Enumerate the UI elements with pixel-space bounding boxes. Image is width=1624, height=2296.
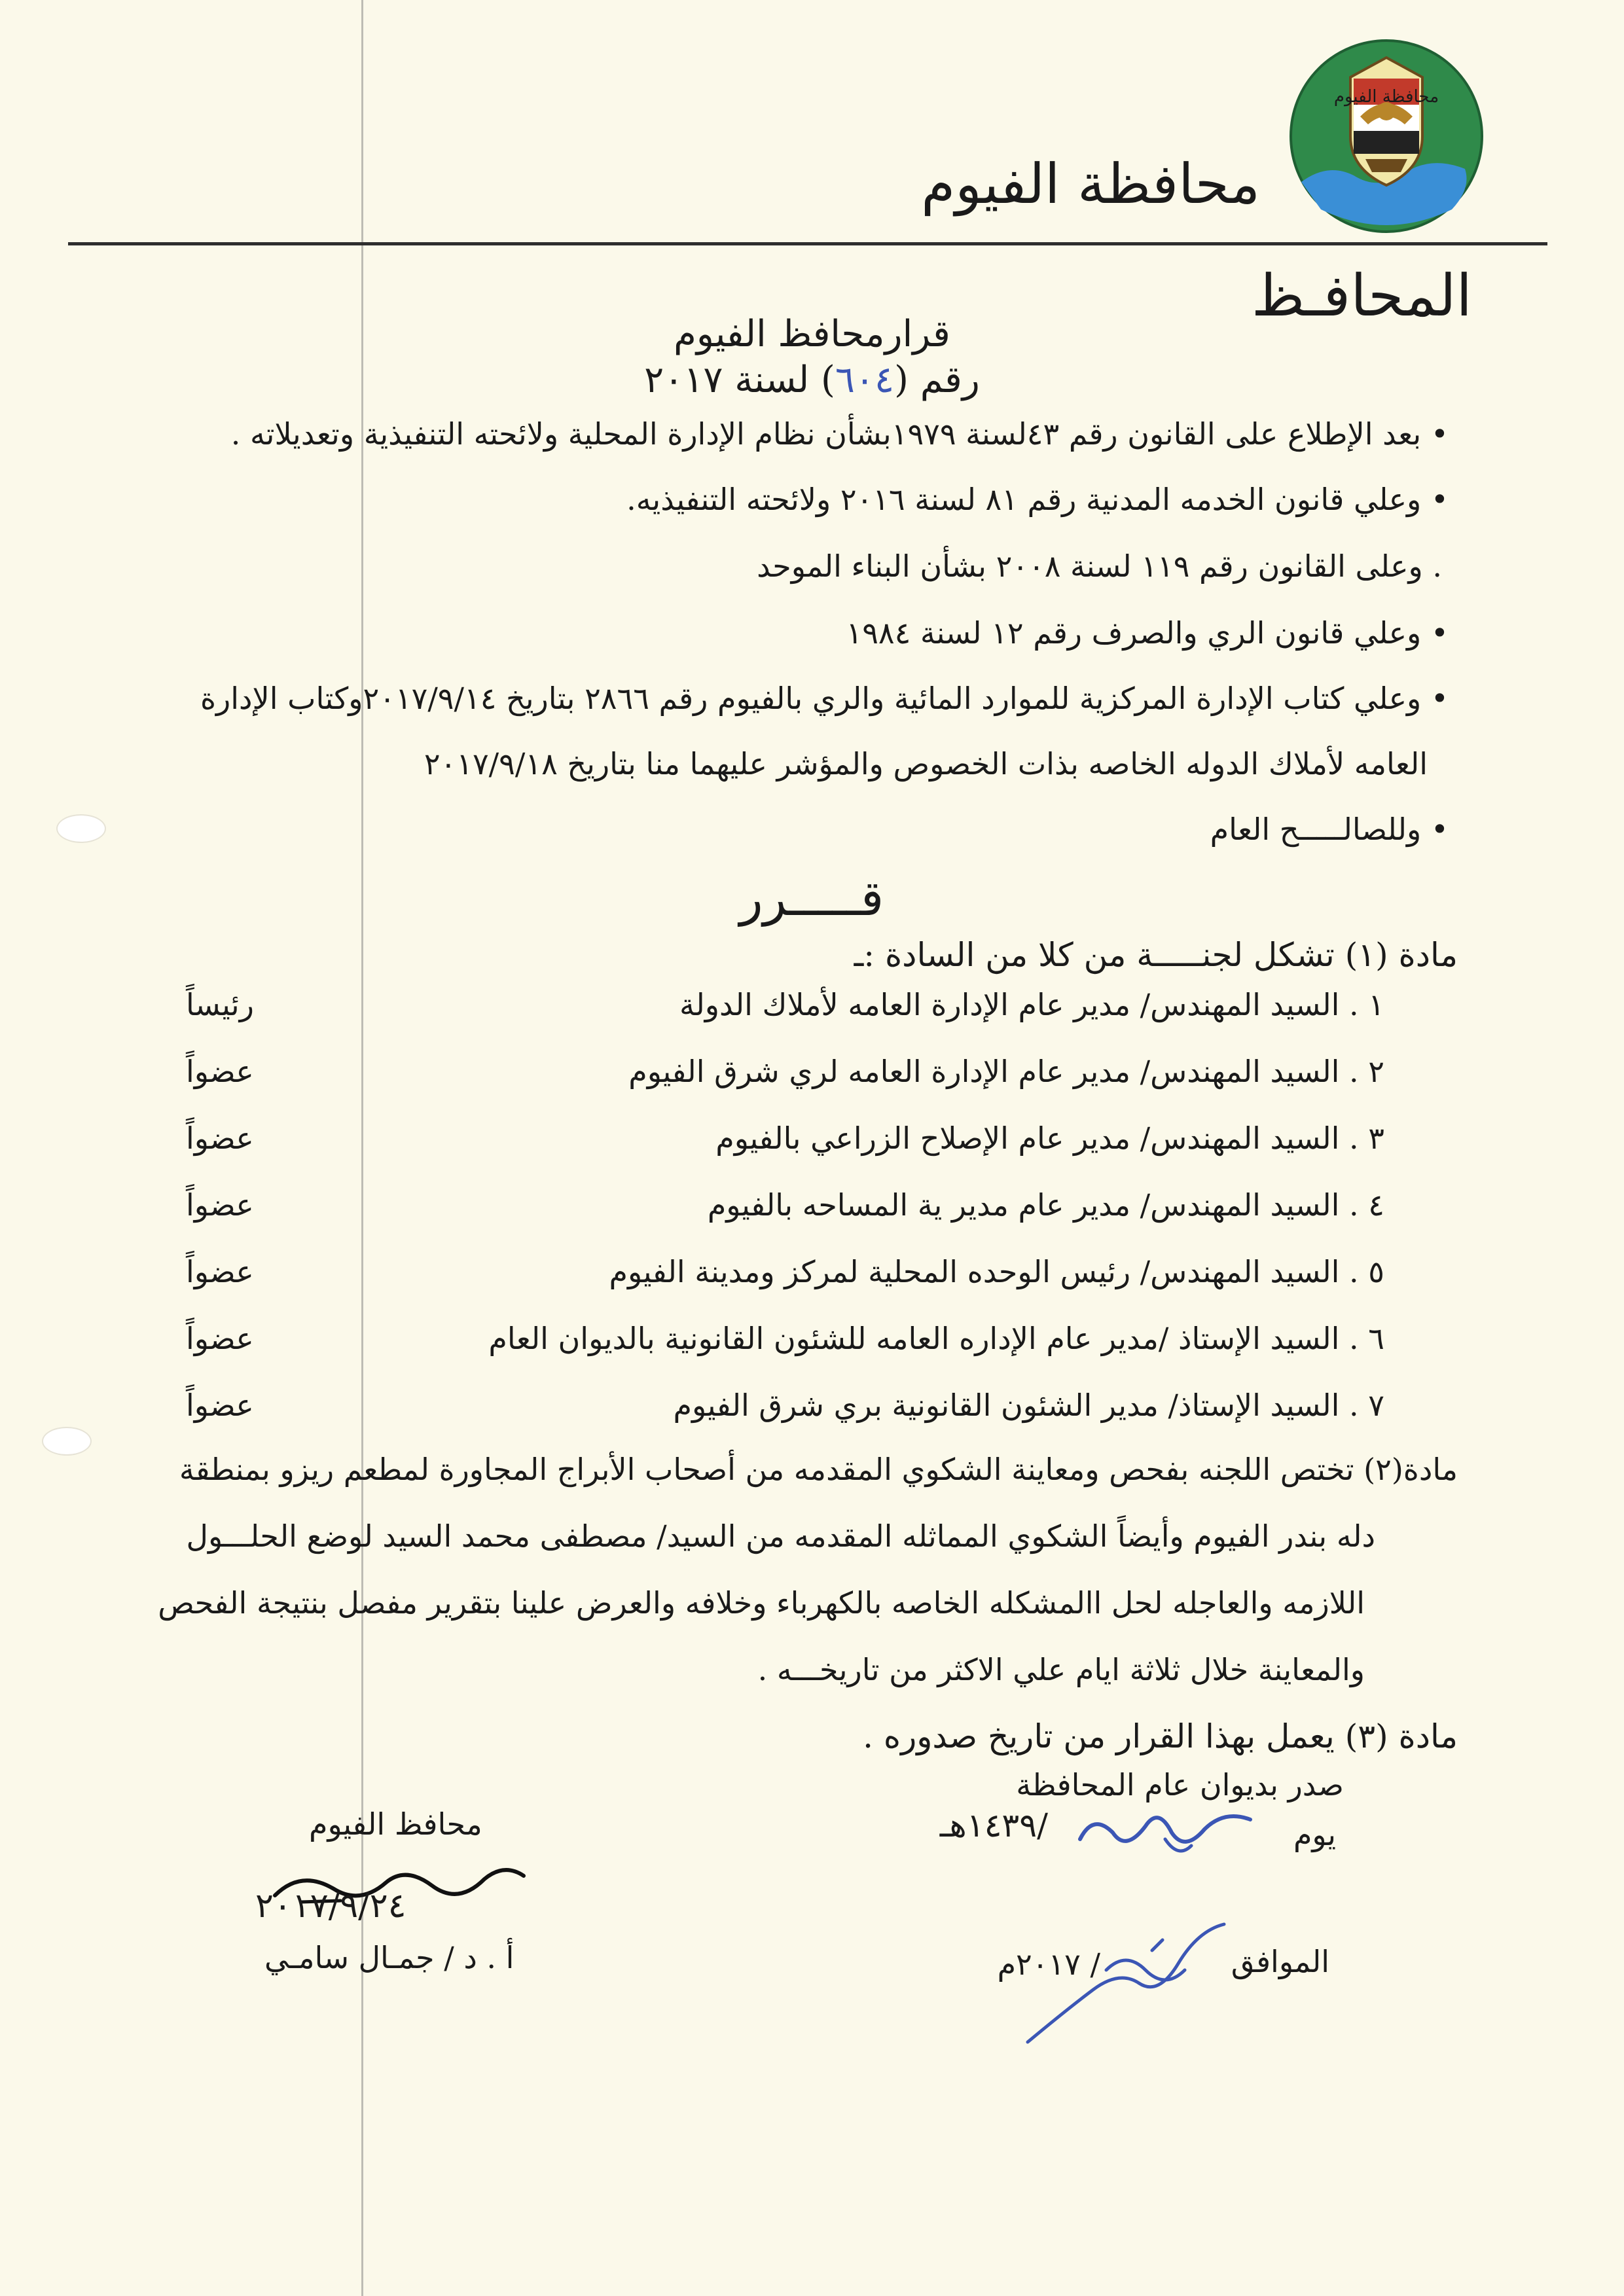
committee-member: ٦ . السيد الإستاذ /مدير عام الإداره العامه للشئون القانونية بالديوان العام (488, 1321, 1384, 1356)
committee-member: ٤ . السيد المهندس/ مدير عام مدير ية المساحه بالفيوم (707, 1187, 1384, 1223)
decree-number-line (0, 359, 1624, 401)
preamble-line: • وعلي كتاب الإدارة المركزية للموارد المائية والري بالفيوم رقم ٢٨٦٦ بتاريخ ٢٠١٧/٩/١٤وكتاب الإدارة (200, 681, 1449, 716)
preamble-line: العامه لأملاك الدوله الخاصه بذات الخصوص والمؤشر عليهما منا بتاريخ ٢٠١٧/٩/١٨ (424, 746, 1428, 781)
issued-at: صدر بديوان عام المحافظة (1016, 1767, 1344, 1803)
punch-hole-top (56, 814, 106, 843)
preamble-line: • بعد الإطلاع على القانون رقم ٤٣لسنة ١٩٧٩بشأن نظام الإدارة المحلية ولائحته التنفيذية وتعديلاته . (230, 416, 1449, 452)
article-2-line: والمعاينة خلال ثلاثة ايام علي الاكثر من تاريخـــه . (757, 1652, 1365, 1687)
article-3: مادة (٣) يعمل بهذا القرار من تاريخ صدوره . (863, 1717, 1458, 1755)
article-2-line: مادة(٢) تختص اللجنه بفحص ومعاينة الشكوي المقدمه من أصحاب الأبراج المجاورة لمطعم ريزو بمنطقة (179, 1452, 1458, 1487)
committee-member: ١ . السيد المهندس/ مدير عام الإدارة العامه لأملاك الدولة (679, 987, 1384, 1022)
decree-title: قرارمحافظ الفيوم (674, 313, 950, 355)
committee-member: ٧ . السيد الإستاذ/ مدير الشئون القانونية بري شرق الفيوم (673, 1388, 1384, 1423)
committee-member: ٥ . السيد المهندس/ رئيس الوحده المحلية لمركز ومدينة الفيوم (609, 1254, 1384, 1289)
signatory-date: ٢٠١٧/٩/٢٤ (255, 1886, 406, 1926)
member-role: عضواً (186, 1388, 254, 1423)
decree-number-suffix: ) لسنة ٢٠١٧ (644, 359, 835, 401)
member-role: رئيساً (186, 987, 254, 1022)
governorate-name: محافظة الفيوم (921, 152, 1260, 216)
header-divider (68, 242, 1547, 245)
decided-heading: قـــــرر (739, 870, 884, 927)
issue-day-label: يوم (1293, 1817, 1336, 1852)
committee-member: ٢ . السيد المهندس/ مدير عام الإدارة العامه لري شرق الفيوم (628, 1054, 1384, 1089)
article-2-line: دله بندر الفيوم وأيضاً الشكوي المماثله المقدمه من السيد/ مصطفى محمد السيد لوضع الحلـــول (186, 1518, 1375, 1554)
seal-lettering: محافظة الفيوم (1333, 87, 1439, 107)
governorate-seal-logo (1288, 38, 1485, 234)
punch-hole-bottom (42, 1427, 92, 1456)
preamble-line: . وعلى القانون رقم ١١٩ لسنة ٢٠٠٨ بشأن البناء الموحد (757, 548, 1442, 584)
office-title: المحافـظ (1251, 262, 1472, 329)
preamble-line: • وعلي قانون الري والصرف رقم ١٢ لسنة ١٩٨٤ (846, 615, 1449, 651)
member-role: عضواً (186, 1187, 254, 1223)
handwritten-signature-date (1008, 1911, 1257, 2055)
article-1-heading: مادة (١) تشكل لجنـــــة من كلا من السادة :ـ (854, 936, 1458, 974)
preamble-line: • وعلي قانون الخدمه المدنية رقم ٨١ لسنة ٢٠١٦ ولائحته التنفيذيه. (626, 482, 1449, 517)
article-2-line: اللازمه والعاجله لحل االمشكله الخاصه بالكهرباء وخلافه والعرض علينا بتقرير مفصل بنتيجة الفحص (158, 1585, 1365, 1621)
signatory-title: محافظ الفيوم (309, 1806, 482, 1842)
hijri-date: /١٤٣٩هـ (939, 1806, 1048, 1844)
member-role: عضواً (186, 1054, 254, 1089)
signatory-name: أ . د / جمـال سامـي (264, 1940, 514, 1975)
corresponding-label: الموافق (1231, 1944, 1329, 1979)
decree-number: ٦٠٤ (835, 359, 895, 401)
member-role: عضواً (186, 1321, 254, 1356)
decree-number-prefix: رقم ( (894, 359, 980, 401)
hijri-day-handwriting (1067, 1793, 1263, 1872)
member-role: عضواً (186, 1121, 254, 1156)
gregorian-date: / ٢٠١٧م (997, 1946, 1100, 1982)
preamble-line: • وللصالـــــح العام (1210, 812, 1449, 847)
member-role: عضواً (186, 1254, 254, 1289)
committee-member: ٣ . السيد المهندس/ مدير عام الإصلاح الزراعي بالفيوم (715, 1121, 1384, 1156)
